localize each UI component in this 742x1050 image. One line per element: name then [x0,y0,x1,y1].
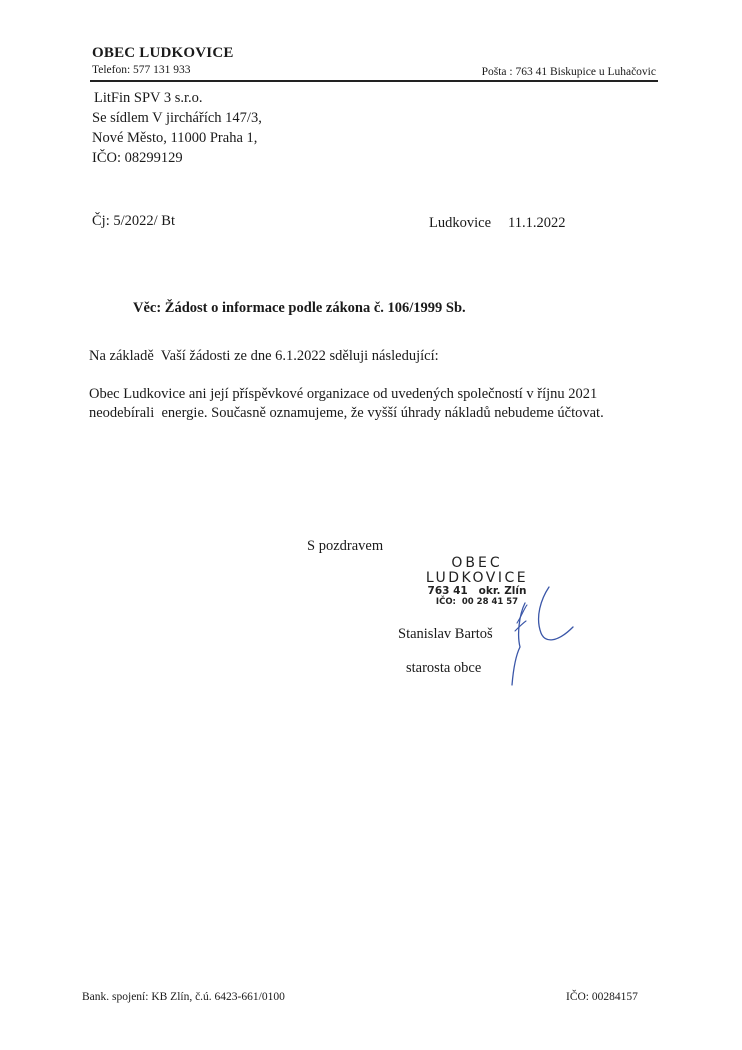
stamp-line-4: IČO: 00 28 41 57 [435,596,519,607]
footer-ico: IČO: 00284157 [566,991,638,1003]
reference-number: Čj: 5/2022/ Bt [92,213,175,229]
place: Ludkovice [429,215,492,231]
body-paragraph-line-2: neodebírali energie. Současně oznamujeme, že vyšší úhrady nákladů nebudeme účtovat. [89,405,604,421]
recipient-line-company: LitFin SPV 3 s.r.o. [94,90,203,106]
handwritten-signature [505,585,585,690]
stamp-line-3: 763 41 okr. Zlín [427,585,527,597]
signer-role: starosta obce [406,660,482,676]
signer-name: Stanislav Bartoš [398,626,493,642]
recipient-line-city: Nové Město, 11000 Praha 1, [92,130,258,146]
letterhead-divider [90,80,658,82]
date: 11.1.2022 [508,215,566,231]
letterhead-phone: Telefon: 577 131 933 [92,64,191,76]
stamp-line-2: LUDKOVICE [425,570,529,586]
body-intro: Na základě Vaší žádosti ze dne 6.1.2022 sděluji následující: [89,348,439,364]
recipient-line-street: Se sídlem V jirchářích 147/3, [92,110,262,126]
stamp-line-1: OBEC [451,555,503,571]
letterhead-name: OBEC LUDKOVICE [92,45,234,61]
recipient-line-ico: IČO: 08299129 [92,150,183,166]
letterhead-post: Pošta : 763 41 Biskupice u Luhačovic [481,66,656,78]
subject-line: Věc: Žádost o informace podle zákona č. 106/1999 Sb. [133,300,466,316]
closing-greeting: S pozdravem [307,538,384,554]
body-paragraph-line-1: Obec Ludkovice ani její příspěvkové organizace od uvedených společností v říjnu 2021 [89,386,598,402]
footer-bank: Bank. spojení: KB Zlín, č.ú. 6423-661/0100 [82,991,285,1003]
